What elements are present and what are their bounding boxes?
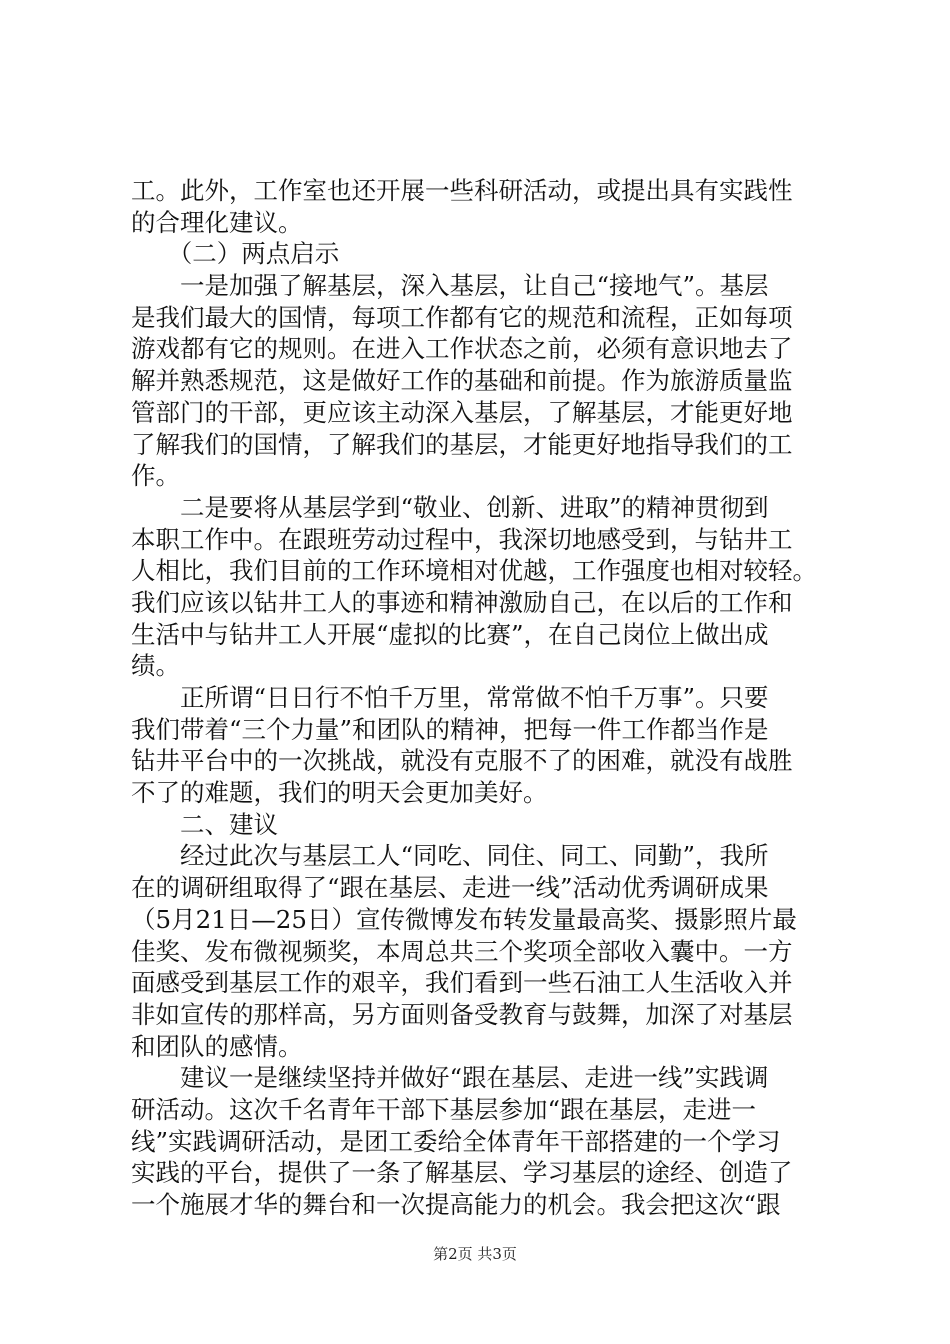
text-line: 我们带着“三个力量”和团队的精神，把每一件工作都当作是	[131, 714, 769, 744]
text-line: 人相比，我们目前的工作环境相对优越，工作强度也相对较轻。	[131, 556, 817, 586]
text-line: 一是加强了解基层，深入基层，让自己“接地气”。基层	[131, 271, 769, 301]
text-line: 本职工作中。在跟班劳动过程中，我深切地感受到，与钻井工	[131, 524, 793, 554]
page-footer	[0, 1243, 950, 1265]
text-line: 工。此外，工作室也还开展一些科研活动，或提出具有实践性	[131, 176, 793, 205]
text-line: 非如宣传的那样高，另方面则备受教育与鼓舞，加深了对基层	[131, 999, 793, 1029]
section-heading: （二）两点启示	[131, 239, 340, 269]
text-line: 和团队的感情。	[131, 1031, 303, 1061]
text-line: 钻井平台中的一次挑战，就没有克服不了的困难，就没有战胜	[131, 746, 793, 776]
document-body	[131, 175, 831, 1221]
page-number: 第2页 共3页	[433, 1245, 517, 1263]
text-line: 正所谓“日日行不怕千万里，常常做不怕千万事”。只要	[131, 683, 769, 712]
text-line: 绩。	[131, 651, 180, 681]
text-line: 线”实践调研活动，是团工委给全体青年干部搭建的一个学习	[131, 1126, 781, 1156]
text-line: 解并熟悉规范，这是做好工作的基础和前提。作为旅游质量监	[131, 366, 793, 396]
text-line: 我们应该以钻井工人的事迹和精神激励自己，在以后的工作和	[131, 587, 793, 617]
text-line: 管部门的干部，更应该主动深入基层，了解基层，才能更好地	[131, 397, 793, 427]
text-line: 实践的平台，提供了一条了解基层、学习基层的途经、创造了	[131, 1158, 793, 1188]
text-line: 作。	[131, 461, 180, 491]
text-line: 生活中与钻井工人开展“虚拟的比赛”，在自己岗位上做出成	[131, 619, 769, 649]
text-line: 一个施展才华的舞台和一次提高能力的机会。我会把这次“跟	[131, 1190, 781, 1219]
text-line: 面感受到基层工作的艰辛，我们看到一些石油工人生活收入并	[131, 968, 793, 998]
text-line: 是我们最大的国情，每项工作都有它的规范和流程，正如每项	[131, 302, 793, 332]
text-line: （5月21日—25日）宣传微博发布转发量最高奖、摄影照片最	[131, 904, 797, 934]
text-line: 经过此次与基层工人“同吃、同住、同工、同勤”，我所	[131, 841, 769, 871]
text-line: 研活动。这次千名青年干部下基层参加“跟在基层，走进一	[131, 1094, 757, 1124]
text-line: 的合理化建议。	[131, 207, 303, 237]
text-line: 在的调研组取得了“跟在基层、走进一线”活动优秀调研成果	[131, 873, 769, 903]
text-line: 了解我们的国情，了解我们的基层，才能更好地指导我们的工	[131, 429, 793, 459]
section-heading: 二、建议	[131, 809, 278, 839]
text-line: 游戏都有它的规则。在进入工作状态之前，必须有意识地去了	[131, 334, 793, 364]
text-line: 二是要将从基层学到“敬业、创新、进取”的精神贯彻到	[131, 492, 769, 522]
text-line: 佳奖、发布微视频奖，本周总共三个奖项全部收入囊中。一方	[131, 936, 793, 966]
text-line: 建议一是继续坚持并做好“跟在基层、走进一线”实践调	[131, 1063, 769, 1093]
text-line: 不了的难题，我们的明天会更加美好。	[131, 778, 548, 808]
